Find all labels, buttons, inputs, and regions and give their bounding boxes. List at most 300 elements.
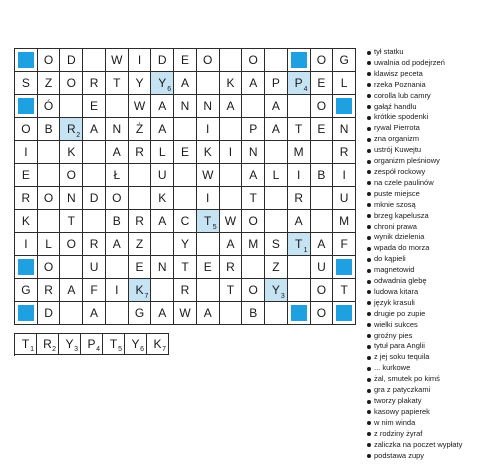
answer-cell[interactable]	[103, 334, 125, 355]
grid-cell[interactable]	[106, 141, 129, 164]
grid-cell[interactable]	[129, 256, 152, 279]
cell-letter: K	[135, 283, 144, 297]
grid-cell[interactable]	[129, 210, 152, 233]
grid-cell[interactable]	[129, 164, 152, 187]
grid-cell[interactable]	[151, 256, 174, 279]
grid-cell[interactable]	[197, 302, 220, 325]
cell-letter: A	[317, 237, 326, 251]
grid-cell[interactable]	[60, 302, 83, 325]
clue-item: żal, smutek po kimś	[367, 374, 487, 385]
grid-cell[interactable]	[83, 118, 106, 141]
grid-cell[interactable]	[38, 72, 61, 95]
cell-letter: A	[112, 145, 121, 159]
cell-letter: Y	[135, 76, 144, 90]
cell-letter: A	[271, 122, 280, 136]
cell-number: 6	[167, 86, 172, 93]
grid-cell[interactable]	[38, 187, 61, 210]
grid-cell[interactable]	[15, 72, 38, 95]
answer-number: 2	[52, 346, 56, 353]
grid-cell[interactable]	[129, 72, 152, 95]
grid-cell[interactable]	[15, 279, 38, 302]
grid-cell[interactable]	[265, 141, 288, 164]
grid-cell[interactable]	[197, 256, 220, 279]
grid-cell[interactable]	[311, 233, 334, 256]
cell-letter: R	[339, 145, 349, 159]
grid-cell[interactable]	[242, 49, 265, 72]
cell-letter: P	[249, 122, 258, 136]
clue-list	[367, 47, 487, 461]
cell-letter: N	[66, 191, 76, 205]
cell-number: 7	[144, 293, 149, 300]
grid-cell[interactable]	[129, 187, 152, 210]
grid-cell[interactable]	[106, 95, 129, 118]
grid-cell[interactable]	[106, 233, 129, 256]
clue-item: ludowa kitara	[367, 287, 487, 298]
grid-cell[interactable]	[220, 233, 243, 256]
grid-cell[interactable]	[197, 187, 220, 210]
grid-cell[interactable]	[311, 302, 334, 325]
grid-cell[interactable]	[220, 302, 243, 325]
grid-cell[interactable]	[83, 256, 106, 279]
grid-cell[interactable]	[83, 279, 106, 302]
grid-cell[interactable]	[174, 302, 197, 325]
cell-letter: O	[316, 283, 327, 297]
grid-cell[interactable]	[333, 72, 356, 95]
grid-cell[interactable]	[311, 187, 334, 210]
grid-cell[interactable]	[288, 95, 311, 118]
grid-cell[interactable]	[129, 95, 152, 118]
grid-cell[interactable]	[311, 279, 334, 302]
grid-cell[interactable]	[151, 210, 174, 233]
answer-cell[interactable]	[125, 334, 147, 355]
cell-letter: A	[249, 168, 258, 182]
grid-cell[interactable]	[15, 233, 38, 256]
grid-cell[interactable]	[106, 187, 129, 210]
cell-letter: I	[115, 283, 119, 297]
cell-letter: R	[226, 260, 235, 274]
answer-letter: Y	[131, 337, 140, 351]
answer-letter: T	[21, 337, 30, 351]
grid-cell[interactable]	[288, 141, 311, 164]
grid-cell[interactable]	[174, 187, 197, 210]
grid-cell[interactable]	[106, 256, 129, 279]
clue-item: na czele paulinów	[367, 178, 487, 189]
cell-letter: O	[248, 214, 258, 228]
grid-cell[interactable]	[242, 187, 265, 210]
cell-letter: I	[206, 191, 210, 205]
highlight-cell[interactable]	[129, 279, 152, 302]
answer-cell[interactable]	[37, 334, 59, 355]
cell-letter: L	[340, 76, 348, 90]
grid-cell[interactable]	[333, 164, 356, 187]
cell-letter: K	[21, 214, 30, 228]
cell-letter: T	[226, 283, 235, 297]
clue-item: rywal Pierrota	[367, 123, 487, 134]
cell-letter: D	[44, 306, 53, 320]
clue-item: język krasuli	[367, 298, 487, 309]
cell-letter: R	[89, 237, 99, 251]
clue-item: z rodziny żyraf	[367, 429, 487, 440]
grid-cell[interactable]	[129, 118, 152, 141]
answer-cell[interactable]	[81, 334, 103, 355]
cell-letter: P	[294, 76, 303, 90]
grid-cell[interactable]	[83, 95, 106, 118]
grid-cell[interactable]	[38, 95, 61, 118]
cell-letter: A	[112, 237, 121, 251]
grid-cell[interactable]	[197, 279, 220, 302]
cell-letter: E	[180, 145, 189, 159]
grid-cell[interactable]	[151, 279, 174, 302]
grid-cell[interactable]	[38, 302, 61, 325]
grid-cell[interactable]	[38, 256, 61, 279]
grid-cell[interactable]	[129, 233, 152, 256]
grid-cell[interactable]	[60, 72, 83, 95]
cell-letter: A	[158, 122, 167, 136]
grid-cell[interactable]	[265, 187, 288, 210]
clue-item: chroni prawa	[367, 222, 487, 233]
grid-cell[interactable]	[220, 95, 243, 118]
grid-cell[interactable]	[288, 164, 311, 187]
cell-letter: G	[339, 53, 349, 67]
cell-letter: K	[67, 145, 76, 159]
cell-letter: R	[21, 191, 31, 205]
cell-letter: T	[249, 191, 257, 205]
grid-cell[interactable]	[60, 95, 83, 118]
clue-item: uwalnia od podejrzeń	[367, 58, 487, 69]
grid-cell[interactable]	[333, 210, 356, 233]
cell-letter: I	[228, 145, 233, 159]
block-cell	[15, 95, 38, 118]
clue-item: brzeg kapelusza	[367, 211, 487, 222]
grid-cell[interactable]	[311, 118, 334, 141]
highlight-cell[interactable]	[60, 118, 83, 141]
grid-cell[interactable]	[60, 279, 83, 302]
answer-number: 6	[140, 346, 144, 353]
grid-cell[interactable]	[174, 164, 197, 187]
cell-letter: N	[203, 99, 213, 113]
cell-letter: O	[316, 99, 327, 113]
grid-cell[interactable]	[38, 233, 61, 256]
grid-cell[interactable]	[38, 118, 61, 141]
cell-letter: S	[21, 76, 30, 90]
cell-letter: I	[296, 168, 301, 182]
answer-letter: Y	[65, 337, 74, 351]
grid-cell[interactable]	[242, 279, 265, 302]
cell-letter: W	[202, 168, 214, 182]
block-cell	[333, 302, 356, 325]
answer-cell[interactable]	[15, 334, 37, 355]
cell-letter: T	[181, 260, 189, 274]
grid-cell[interactable]	[83, 141, 106, 164]
grid-cell[interactable]	[174, 233, 197, 256]
block-cell	[15, 49, 38, 72]
highlight-cell[interactable]	[151, 72, 174, 95]
grid-cell[interactable]	[83, 233, 106, 256]
grid-cell[interactable]	[333, 141, 356, 164]
grid-cell[interactable]	[60, 256, 83, 279]
cell-letter: O	[66, 76, 76, 90]
grid-cell[interactable]	[106, 210, 129, 233]
cell-letter: B	[249, 306, 258, 320]
grid-cell[interactable]	[106, 72, 129, 95]
grid-cell[interactable]	[83, 72, 106, 95]
cell-letter: R	[44, 283, 53, 297]
cell-letter: Z	[44, 76, 53, 90]
grid-cell[interactable]	[129, 49, 152, 72]
grid-cell[interactable]	[265, 233, 288, 256]
grid-cell[interactable]	[151, 164, 174, 187]
answer-number: 4	[96, 346, 100, 353]
grid-cell[interactable]	[220, 118, 243, 141]
grid-cell[interactable]	[15, 118, 38, 141]
grid-cell[interactable]	[311, 72, 334, 95]
grid-cell[interactable]	[106, 118, 129, 141]
clue-item: ... kurkowe	[367, 363, 487, 374]
grid-cell[interactable]	[106, 279, 129, 302]
cell-letter: L	[158, 145, 166, 159]
highlight-cell[interactable]	[265, 279, 288, 302]
cell-letter: Y	[271, 283, 280, 297]
grid-cell[interactable]	[174, 72, 197, 95]
grid-cell[interactable]	[242, 164, 265, 187]
grid-cell[interactable]	[106, 49, 129, 72]
cell-letter: E	[90, 99, 99, 113]
cell-letter: P	[271, 76, 280, 90]
grid-cell[interactable]	[174, 141, 197, 164]
grid-cell[interactable]	[242, 118, 265, 141]
grid-cell[interactable]	[242, 95, 265, 118]
cell-letter: U	[89, 260, 99, 274]
grid-cell[interactable]	[197, 141, 220, 164]
grid-cell[interactable]	[38, 141, 61, 164]
grid-cell[interactable]	[106, 302, 129, 325]
cell-number: 2	[76, 132, 81, 139]
grid-cell[interactable]	[333, 187, 356, 210]
clue-item: magnetowid	[367, 265, 487, 276]
answer-number: 7	[162, 346, 166, 353]
grid-cell[interactable]	[311, 256, 334, 279]
grid-cell[interactable]	[333, 118, 356, 141]
grid-cell[interactable]	[129, 141, 152, 164]
cell-letter: I	[137, 53, 142, 67]
cell-letter: I	[206, 122, 210, 136]
answer-letter: K	[153, 337, 162, 351]
grid-cell[interactable]	[83, 187, 106, 210]
grid-cell[interactable]	[311, 141, 334, 164]
grid-cell[interactable]	[242, 210, 265, 233]
grid-cell[interactable]	[311, 210, 334, 233]
grid-cell[interactable]	[151, 302, 174, 325]
grid-cell[interactable]	[197, 95, 220, 118]
clue-item: zna organizm	[367, 134, 487, 145]
grid-cell[interactable]	[265, 72, 288, 95]
grid-cell[interactable]	[265, 164, 288, 187]
grid-cell[interactable]	[197, 233, 220, 256]
cell-letter: W	[224, 214, 237, 228]
grid-cell[interactable]	[311, 49, 334, 72]
grid-cell[interactable]	[242, 233, 265, 256]
answer-letter: R	[43, 337, 52, 351]
grid-cell[interactable]	[83, 49, 106, 72]
grid-cell[interactable]	[220, 164, 243, 187]
cell-letter: Ó	[43, 99, 54, 113]
cell-letter: B	[44, 122, 53, 136]
grid-cell[interactable]	[129, 302, 152, 325]
grid-cell[interactable]	[174, 95, 197, 118]
grid-cell[interactable]	[242, 72, 265, 95]
grid-cell[interactable]	[333, 279, 356, 302]
grid-cell[interactable]	[174, 210, 197, 233]
cell-letter: E	[203, 260, 212, 274]
cell-number: 5	[212, 224, 217, 231]
answer-cell[interactable]	[147, 334, 169, 355]
cell-letter: E	[317, 122, 326, 136]
cell-letter: S	[271, 237, 280, 251]
grid-cell[interactable]	[60, 49, 83, 72]
grid-cell[interactable]	[151, 141, 174, 164]
answer-row	[14, 333, 169, 356]
cell-letter: G	[134, 306, 145, 320]
grid-cell[interactable]	[174, 279, 197, 302]
grid-cell[interactable]	[60, 233, 83, 256]
grid-cell[interactable]	[15, 210, 38, 233]
cell-letter: R	[180, 283, 190, 297]
clue-item: wielki sukces	[367, 320, 487, 331]
grid-cell[interactable]	[333, 49, 356, 72]
cell-letter: A	[67, 283, 76, 297]
grid-cell[interactable]	[60, 141, 83, 164]
grid-cell[interactable]	[60, 210, 83, 233]
block-cell	[15, 302, 38, 325]
cell-letter: A	[226, 237, 235, 251]
grid-cell[interactable]	[15, 164, 38, 187]
cell-letter: A	[158, 306, 167, 320]
clue-item: z jej soku tequila	[367, 352, 487, 363]
cell-letter: D	[89, 191, 99, 205]
cell-letter: O	[43, 260, 54, 274]
cell-letter: A	[90, 306, 99, 320]
cell-letter: O	[66, 237, 76, 251]
grid-cell[interactable]	[197, 49, 220, 72]
grid-cell[interactable]	[288, 187, 311, 210]
clue-item: gałąź handlu	[367, 102, 487, 113]
cell-letter: O	[248, 53, 258, 67]
grid-cell[interactable]	[38, 210, 61, 233]
clue-item: klawisz peceta	[367, 69, 487, 80]
grid-cell[interactable]	[151, 233, 174, 256]
cell-letter: R	[294, 191, 303, 205]
grid-cell[interactable]	[83, 164, 106, 187]
grid-cell[interactable]	[197, 164, 220, 187]
clue-item: organizm pleśniowy	[367, 156, 487, 167]
clue-item: tytuł para Anglii	[367, 341, 487, 352]
grid-cell[interactable]	[15, 141, 38, 164]
grid-cell[interactable]	[220, 279, 243, 302]
grid-cell[interactable]	[220, 72, 243, 95]
grid-cell[interactable]	[83, 210, 106, 233]
highlight-cell[interactable]	[288, 233, 311, 256]
grid-cell[interactable]	[265, 256, 288, 279]
clue-item: do kąpieli	[367, 254, 487, 265]
grid-cell[interactable]	[60, 164, 83, 187]
clue-item: rzeka Poznania	[367, 80, 487, 91]
grid-cell[interactable]	[60, 187, 83, 210]
cell-letter: T	[340, 283, 348, 297]
grid-cell[interactable]	[242, 302, 265, 325]
highlight-cell[interactable]	[288, 72, 311, 95]
grid-cell[interactable]	[151, 49, 174, 72]
cell-letter: R	[135, 214, 144, 228]
cell-number: 4	[303, 86, 308, 93]
grid-cell[interactable]	[220, 141, 243, 164]
grid-cell[interactable]	[174, 118, 197, 141]
cell-letter: Ż	[135, 122, 144, 136]
cell-letter: T	[67, 214, 75, 228]
clue-item: odwadnia glebę	[367, 276, 487, 287]
grid-cell[interactable]	[242, 256, 265, 279]
cell-letter: O	[316, 306, 327, 320]
cell-letter: A	[203, 306, 212, 320]
grid-cell[interactable]	[288, 256, 311, 279]
grid-cell[interactable]	[15, 187, 38, 210]
grid-cell[interactable]	[151, 118, 174, 141]
grid-cell[interactable]	[38, 279, 61, 302]
grid-cell[interactable]	[197, 72, 220, 95]
grid-cell[interactable]	[265, 49, 288, 72]
grid-cell[interactable]	[197, 118, 220, 141]
grid-cell[interactable]	[242, 141, 265, 164]
clue-item: zaliczka na poczet wypłaty	[367, 440, 487, 451]
grid-cell[interactable]	[265, 95, 288, 118]
grid-cell[interactable]	[288, 118, 311, 141]
grid-cell[interactable]	[38, 49, 61, 72]
cell-letter: O	[203, 53, 213, 67]
cell-letter: N	[112, 122, 122, 136]
highlight-cell[interactable]	[197, 210, 220, 233]
answer-cell[interactable]	[59, 334, 81, 355]
grid-cell[interactable]	[311, 164, 334, 187]
grid-cell[interactable]	[220, 256, 243, 279]
cell-letter: O	[316, 53, 327, 67]
cell-letter: Y	[180, 237, 189, 251]
grid-cell[interactable]	[333, 233, 356, 256]
cell-letter: R	[135, 145, 144, 159]
cell-letter: R	[89, 76, 99, 90]
grid-cell[interactable]	[220, 187, 243, 210]
grid-cell[interactable]	[174, 256, 197, 279]
cell-letter: A	[226, 99, 235, 113]
cell-letter: Y	[158, 76, 167, 90]
grid-cell[interactable]	[265, 210, 288, 233]
clue-item: puste miejsce	[367, 189, 487, 200]
cell-letter: D	[157, 53, 167, 67]
block-cell	[288, 49, 311, 72]
grid-cell[interactable]	[220, 210, 243, 233]
grid-cell[interactable]	[265, 118, 288, 141]
grid-cell[interactable]	[311, 95, 334, 118]
grid-cell[interactable]	[174, 49, 197, 72]
grid-cell[interactable]	[265, 302, 288, 325]
grid-cell[interactable]	[106, 164, 129, 187]
grid-cell[interactable]	[151, 95, 174, 118]
grid-cell[interactable]	[288, 279, 311, 302]
cell-letter: K	[203, 145, 212, 159]
grid-cell[interactable]	[288, 210, 311, 233]
grid-cell[interactable]	[220, 49, 243, 72]
grid-cell[interactable]	[151, 187, 174, 210]
grid-cell[interactable]	[38, 164, 61, 187]
grid-cell[interactable]	[83, 302, 106, 325]
